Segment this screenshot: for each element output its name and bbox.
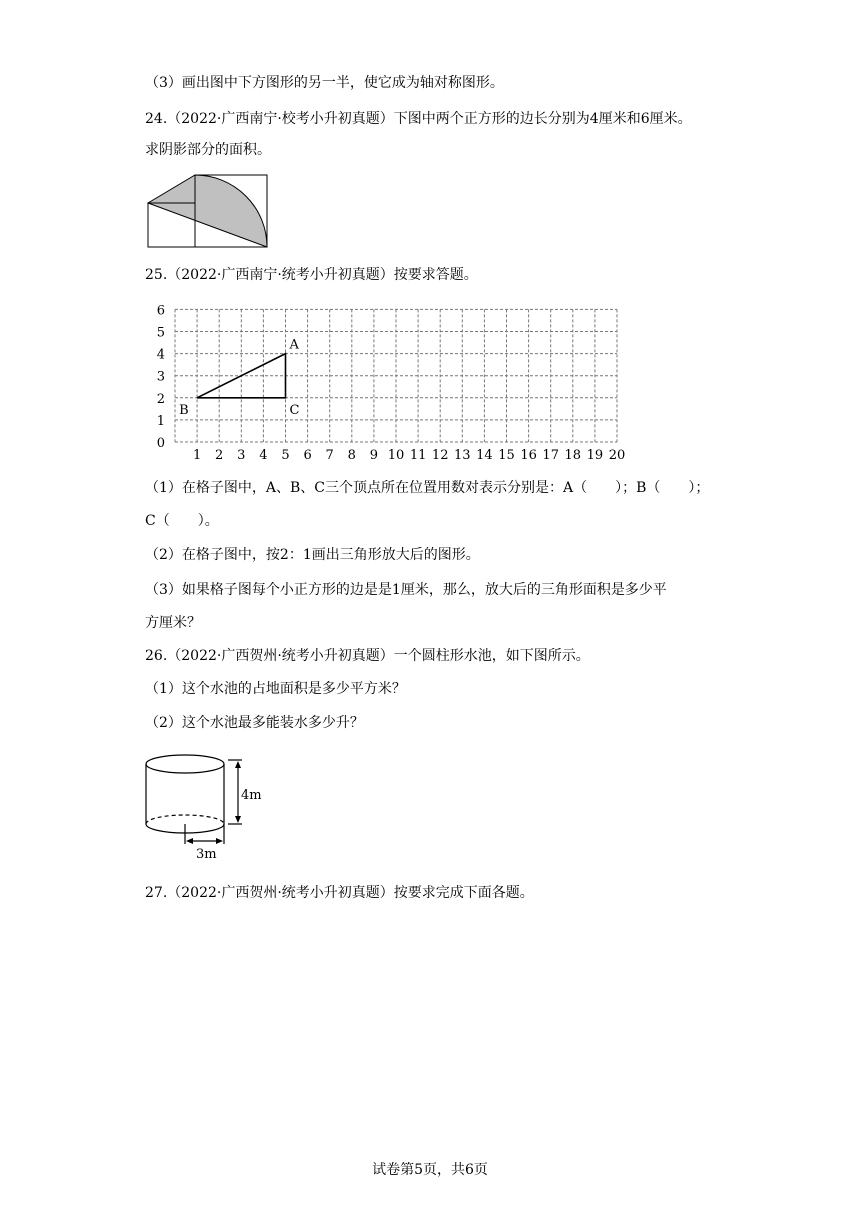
q25-part3-line1: （3）如果格子图每个小正方形的边是是1厘米，那么，放大后的三角形面积是多少平: [145, 582, 667, 598]
x-tick-label: 4: [259, 448, 268, 463]
y-tick-label: 2: [156, 391, 165, 407]
x-tick-label: 5: [281, 448, 290, 463]
q25-part2: （2）在格子图中，按2：1画出三角形放大后的图形。: [145, 547, 480, 563]
x-tick-label: 1: [192, 448, 202, 463]
x-tick-label: 20: [608, 448, 626, 463]
x-tick-label: 9: [369, 448, 379, 463]
q26-title: 26.（2022·广西贺州·统考小升初真题）一个圆柱形水池，如下图所示。: [145, 648, 590, 664]
point-c-label: C: [289, 402, 300, 418]
y-tick-label: 5: [156, 325, 165, 341]
x-tick-label: 19: [586, 448, 604, 463]
q24-title: 24.（2022·广西南宁·校考小升初真题）下图中两个正方形的边长分别为4厘米和6厘米。: [145, 111, 692, 127]
q24-squares-figure: [146, 172, 276, 254]
x-tick-label: 17: [542, 448, 559, 463]
q26-part2: （2）这个水池最多能装水多少升？: [145, 715, 364, 731]
y-tick-label: 3: [156, 369, 165, 385]
q25-part1-line1: （1）在格子图中，A、B、C三个顶点所在位置用数对表示分别是：A（ ）；B（ ）；: [145, 480, 710, 496]
x-tick-label: 6: [303, 448, 312, 463]
q27-title: 27.（2022·广西贺州·统考小升初真题）按要求完成下面各题。: [145, 885, 534, 901]
x-tick-label: 18: [564, 448, 582, 463]
x-tick-label: 10: [387, 448, 405, 463]
x-tick-label: 3: [237, 448, 246, 463]
x-tick-label: 14: [476, 448, 493, 463]
y-tick-label: 6: [156, 303, 165, 319]
q23-part3: （3）画出图中下方图形的另一半，使它成为轴对称图形。: [145, 75, 504, 91]
x-tick-label: 2: [215, 448, 224, 463]
x-tick-label: 13: [454, 448, 471, 463]
q25-coordinate-grid: [145, 293, 635, 463]
cylinder-height-label: 4m: [241, 788, 262, 803]
x-tick-label: 12: [431, 448, 449, 463]
q24-shaded-region: [148, 175, 267, 247]
q25-part3-line2: 方厘米？: [145, 615, 201, 631]
q25-part1-line2: C（ ）。: [145, 513, 219, 529]
x-tick-label: 11: [409, 448, 427, 463]
x-tick-label: 16: [520, 448, 537, 463]
x-tick-label: 8: [347, 448, 356, 463]
x-tick-label: 15: [498, 448, 515, 463]
y-tick-label: 4: [156, 347, 165, 363]
y-tick-label: 1: [156, 413, 165, 429]
point-a-label: A: [289, 337, 299, 353]
page-footer: 试卷第5页，共6页: [372, 1162, 488, 1178]
cylinder-radius-label: 3m: [196, 847, 217, 862]
q24-question: 求阴影部分的面积。: [145, 142, 271, 158]
y-tick-label: 0: [156, 436, 165, 451]
q25-title: 25.（2022·广西南宁·统考小升初真题）按要求答题。: [145, 267, 478, 283]
q26-cylinder-figure: [144, 748, 274, 863]
q26-part1: （1）这个水池的占地面积是多少平方米？: [145, 681, 406, 697]
point-b-label: B: [179, 402, 189, 418]
x-tick-label: 7: [325, 448, 334, 463]
